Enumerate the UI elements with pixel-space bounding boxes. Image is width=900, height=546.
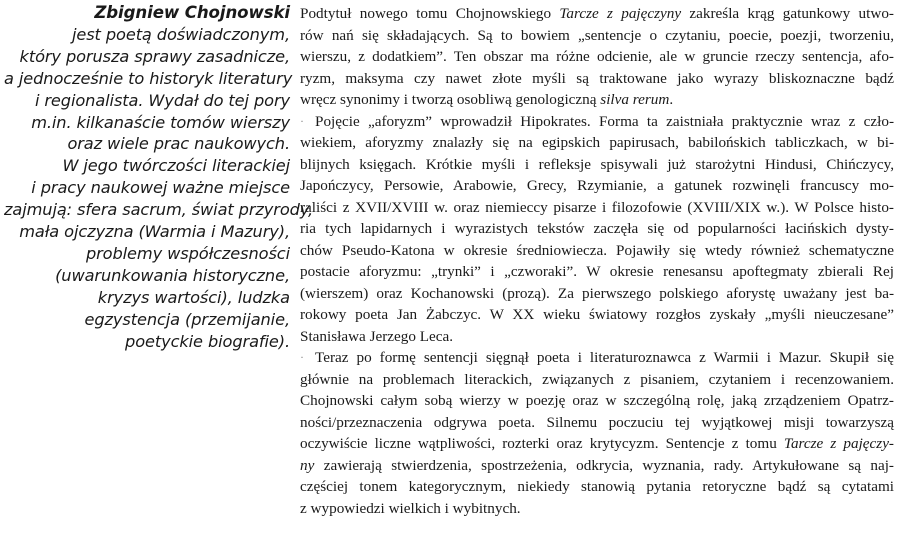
bio-line: jest poetą doświadczonym, — [71, 24, 290, 44]
paragraph-marker: · — [300, 350, 304, 364]
bio-line: egzystencja (przemijanie, — [84, 309, 290, 329]
bio-line: oraz wiele prac naukowych. — [67, 134, 290, 154]
paragraph-3-line: oczywiście liczne wątpliwości, rozterki oraz krytycyzm. Sentencje z tomu Tarcze z pajęczy- — [300, 435, 894, 452]
book-title: Tarcze z pajęczyny — [559, 5, 682, 22]
paragraph-2-line: · Pojęcie „aforyzm” wprowadził Hipokrates. Forma ta zaistniała praktycznie wraz z czło- — [300, 111, 894, 133]
paragraph-2-line: blijnych księgach. Krótkie myśli i refleksje spisywali już starożytni Hindusi, Chińczycy, — [300, 155, 894, 173]
bio-line: m.in. kilkanaście tomów wierszy — [31, 112, 290, 132]
paragraph-2-line: Japończycy, Persowie, Arabowie, Grecy, Rzymianie, a gatunek rozwinęli francuscy mo- — [300, 177, 894, 194]
paragraph-2-line: ria tych lapidarnych i wyrazistych tekstów zaczęła się od popularności łacińskich dysty- — [300, 220, 894, 237]
bio-line: i pracy naukowej ważne miejsce — [31, 178, 290, 198]
bio-line: który porusza sprawy zasadnicze, — [19, 46, 290, 66]
article-body — [300, 3, 894, 519]
paragraph-3-line: z wypowiedzi wielkich i wybitnych. — [300, 499, 521, 517]
bio-line: a jednocześnie to historyk literatury — [4, 68, 293, 88]
paragraph-1-line: wierszu, z dodatkiem”. Ten obszar ma różne odcienie, ale w gruncie rzeczy sentencja, afo- — [300, 48, 894, 65]
paragraph-marker: · — [300, 113, 304, 128]
paragraph-3-line: Chojnowski całym sobą wierzy w poezję oraz w szczególną rolę, jaką zrządzeniem Opatrz- — [300, 392, 894, 409]
bio-line: poetyckie biografie). — [125, 331, 290, 351]
paragraph-3-line: częściej tonem kategorycznym, niekiedy stanowią pytania retoryczne bądź są cytatami — [300, 478, 894, 495]
paragraph-3-line: głównie na problemach literackich, związanych z pisaniem, czytaniem i recenzowaniem. — [300, 370, 894, 388]
paragraph-2-line: rokowy poeta Jan Żabczyc. W XX wieku światowy rozgłos zyskały „myśli nieuczesane” — [300, 306, 894, 323]
latin-term: silva rerum — [600, 91, 670, 108]
paragraph-2-line: wiekiem, aforyzmy znalazły się na egipskich papirusach, babilońskich tabliczkach, w bi- — [300, 134, 894, 151]
paragraph-1-line: rów nań się składających. Są to bowiem „sentencje o czytaniu, poecie, poezji, tworzeniu, — [300, 26, 894, 44]
paragraph-1-line: wręcz synonimy i tworzą osobliwą genologiczną silva rerum. — [300, 91, 674, 108]
bio-line: zajmują: sfera sacrum, świat przyrody, — [4, 200, 314, 220]
paragraph-2-line: (wierszem) oraz Kochanowski (prozą). Za pierwszego polskiego aforystę uważany jest ba- — [300, 284, 894, 302]
bio-line: mała ojczyzna (Warmia i Mazury), — [19, 222, 290, 242]
paragraph-3-line: ny zawierają stwierdzenia, spostrzeżenia, odkrycia, wyznania, rady. Artykułowane są naj- — [300, 456, 894, 474]
book-title: Tarcze z pajęczy- — [783, 435, 894, 452]
paragraph-2-line: postacie aforyzmu: „trynki” i „czworaki”. W okresie renesansu apoftegmaty zbierali Rej — [300, 263, 894, 280]
bio-line: W jego twórczości literackiej — [62, 156, 290, 176]
paragraph-2-line: raliści z XVII/XVIII w. oraz niemieccy pisarze i filozofowie (XVIII/XIX w.). W Polsce histo- — [300, 198, 894, 216]
paragraph-2-line: Stanisława Jerzego Leca. — [300, 327, 454, 345]
paragraph-1-line: ryzm, maksyma czy nawet złote myśli są traktowane jako wyrazy bliskoznaczne bądź — [300, 69, 894, 87]
paragraph-1-line: Podtytuł nowego tomu Chojnowskiego Tarcze z pajęczyny zakreśla krąg gatunkowy utwo- — [300, 5, 894, 22]
book-title: ny — [300, 456, 315, 474]
paragraph-3-line: · Teraz po formę sentencji sięgnął poeta i literaturoznawca z Warmii i Mazur. Skupił się — [300, 347, 894, 369]
bio-line: (uwarunkowania historyczne, — [55, 265, 290, 285]
author-sidebar — [4, 2, 314, 353]
author-name: Zbigniew Chojnowski — [94, 3, 290, 22]
bio-line: problemy współczesności — [85, 243, 290, 263]
paragraph-3-line: ności/przeznaczenia odgrywa poeta. Silnemu poczuciu tej wyjątkowej misji towarzyszą — [300, 413, 894, 431]
bio-line: kryzys wartości), ludzka — [97, 287, 290, 307]
bio-line: i regionalista. Wydał do tej pory — [34, 90, 290, 110]
paragraph-2-line: chów Pseudo-Katona w okresie średniowiecza. Pojawiły się wtedy również schematyczne — [300, 241, 894, 259]
